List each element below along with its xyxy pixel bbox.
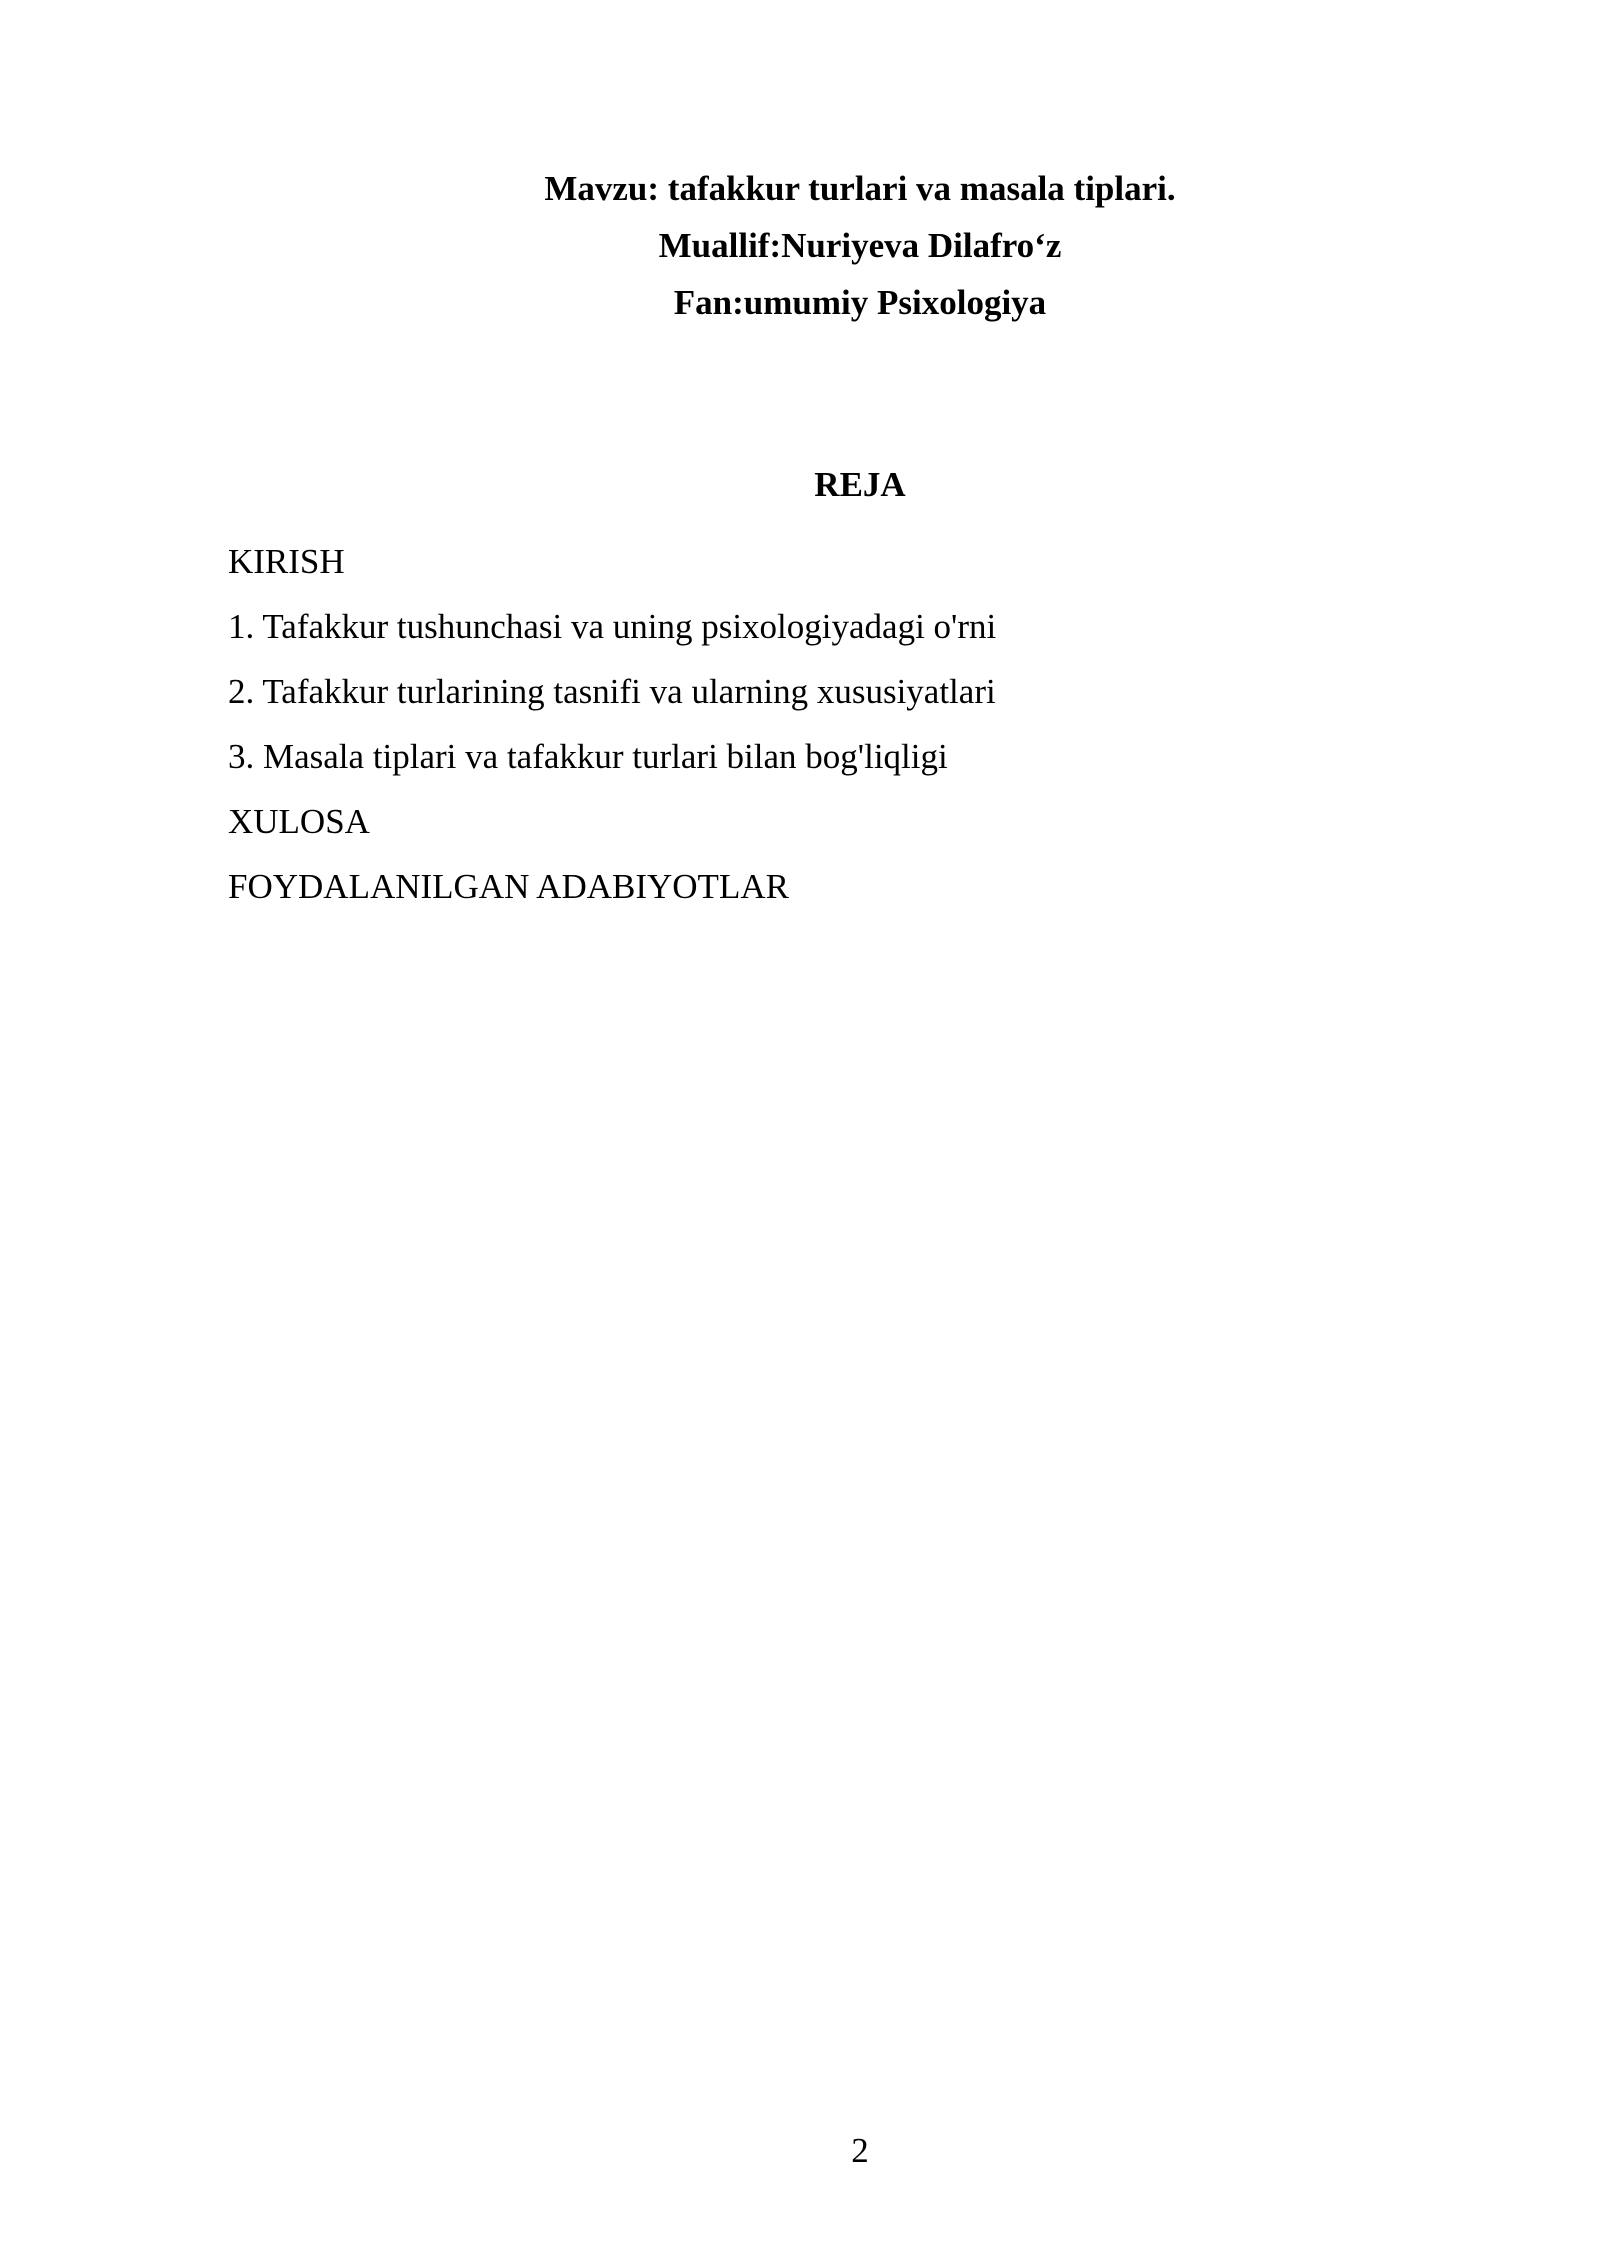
plan-heading: REJA	[814, 465, 906, 504]
plan-item-2: 2. Tafakkur turlarining tasnifi va ularning xususiyatlari	[228, 672, 996, 711]
plan-item-1: 1. Tafakkur tushunchasi va uning psixologiyadagi o'rni	[228, 607, 997, 646]
plan-item-introduction: KIRISH	[228, 542, 345, 581]
plan-item-3: 3. Masala tiplari va tafakkur turlari bilan bog'liqligi	[228, 737, 948, 776]
subject-line: Fan:umumiy Psixologiya	[673, 283, 1047, 322]
plan-item-references: FOYDALANILGAN ADABIYOTLAR	[228, 867, 789, 906]
page-number: 2	[851, 2131, 869, 2170]
author-line: Muallif:Nuriyeva Dilafro‘z	[658, 226, 1062, 265]
plan-item-conclusion: XULOSA	[228, 802, 370, 841]
plan-list	[228, 529, 1428, 919]
title-block	[0, 160, 1600, 331]
topic-title: Mavzu: tafakkur turlari va masala tiplari.	[544, 169, 1176, 208]
